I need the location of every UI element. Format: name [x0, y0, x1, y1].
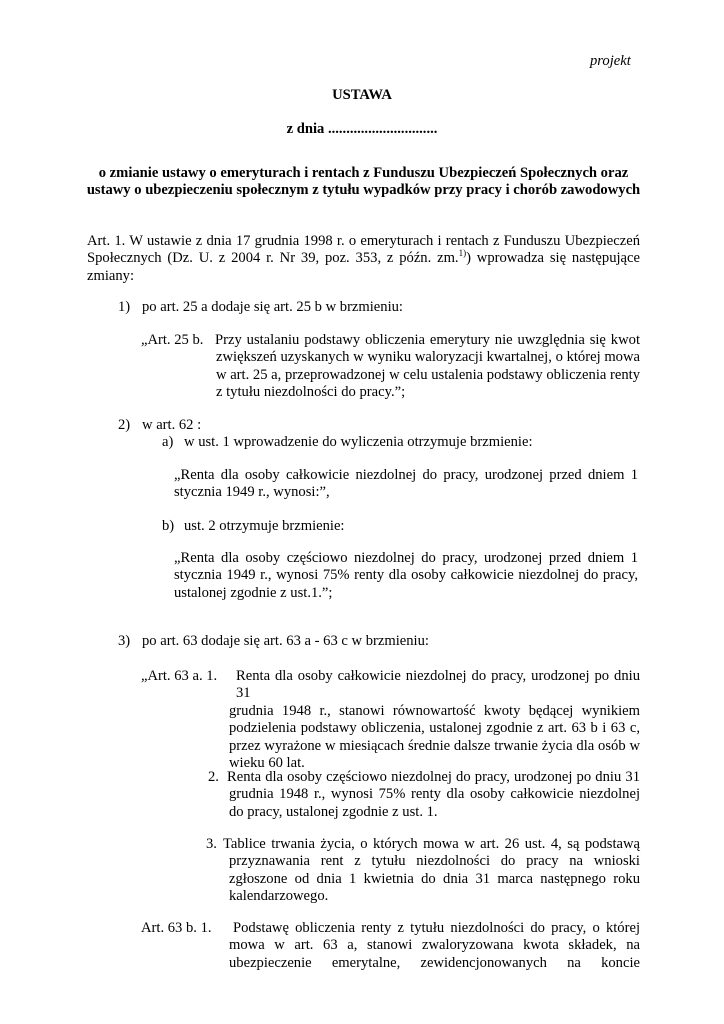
art63a-ust1-first-line: [141, 668, 640, 703]
item1: [118, 299, 640, 316]
item2b-text: ust. 2 otrzymuje brzmienie:: [184, 518, 345, 534]
item2a-label: a): [162, 434, 174, 450]
projekt-label: projekt: [590, 53, 631, 69]
item2-number: 2): [118, 417, 131, 433]
art63a-ust3: [206, 836, 640, 906]
item2b: [162, 518, 640, 535]
art63b-ust1: [141, 920, 640, 972]
art63a-ust3-first: Tablice trwania życia, o których mowa w art. 26 ust. 4, są podstawą: [223, 836, 640, 852]
art63b-ust1-first: Podstawę obliczenia renty z tytułu niezdolności do pracy, o której: [233, 920, 640, 936]
item2b-label: b): [162, 518, 175, 534]
art63a-ust1-first: Renta dla osoby całkowicie niezdolnej do pracy, urodzonej po dniu 31: [236, 668, 640, 702]
item3-number: 3): [118, 633, 131, 649]
art25b-first-line: [141, 332, 640, 349]
art63a-ust3-label: 3.: [206, 836, 217, 852]
item3: [118, 633, 640, 650]
art1-footnote: 1): [458, 248, 467, 259]
item1-number: 1): [118, 299, 131, 315]
document-title: USTAWA: [332, 87, 392, 103]
art63b-ust1-rest: mowa w art. 63 a, stanowi zwaloryzowana kwota składek, na ubezpieczenie emerytalne, zewidencjonowanych na koncie: [229, 937, 640, 971]
item2-text: w art. 62 :: [142, 417, 202, 433]
item2a-text: w ust. 1 wprowadzenie do wyliczenia otrzymuje brzmienie:: [184, 434, 533, 450]
art63a-ust3-rest: przyznawania rent z tytułu niezdolności do pracy na wnioski zgłoszone od dnia 1 kwietnia do dnia 31 marca następnego roku kalendarzowego.: [229, 853, 640, 905]
item2: [118, 417, 640, 434]
art1-text-after: ) wprowadza się następujące zmiany:: [87, 250, 640, 284]
art63a-ust1: [141, 668, 640, 772]
item2b-quote: „Renta dla osoby częściowo niezdolnej do pracy, urodzonej przed dniem 1 stycznia 1949 r., wynosi 75% renty dla osoby całkowicie niezdolnej do pracy, ustalonej zgodnie z ust.1.”;: [174, 550, 638, 601]
art63b-ust1-label: Art. 63 b. 1.: [141, 920, 212, 936]
art63a-ust3-first-line: [206, 836, 640, 853]
art63b-ust1-first-line: [141, 920, 640, 937]
item1-text: po art. 25 a dodaje się art. 25 b w brzmieniu:: [142, 299, 403, 315]
art63a-ust1-rest: grudnia 1948 r., stanowi równowartość kwoty będącej wynikiem podzielenia podstawy obliczenia, ustalonej zgodnie z art. 63 b i 63 c, przez wyrażone w miesiącach średnie dalsze trwanie życia dla osób w wieku 60 lat.: [229, 702, 640, 772]
art63a-ust1-label: „Art. 63 a. 1.: [141, 668, 218, 684]
art63a-ust2-first: Renta dla osoby częściowo niezdolnej do pracy, urodzonej po dniu 31: [227, 769, 640, 785]
item2a: [162, 434, 640, 451]
document-subject: o zmianie ustawy o emeryturach i rentach z Funduszu Ubezpieczeń Społecznych oraz ustawy o ubezpieczeniu społecznym z tytułu wypadków przy pracy i chorób zawodowych: [86, 165, 641, 199]
art1-paragraph: [87, 233, 640, 285]
art63a-ust2-rest: grudnia 1948 r., wynosi 75% renty dla osoby całkowicie niezdolnej do pracy, ustalonej zgodnie z ust. 1.: [229, 786, 640, 820]
art25b-first: Przy ustalaniu podstawy obliczenia emerytury nie uwzględnia się kwot: [215, 332, 640, 348]
art63a-ust2-label: 2.: [208, 769, 219, 785]
item2a-quote: „Renta dla osoby całkowicie niezdolnej do pracy, urodzonej przed dniem 1 stycznia 1949 r., wynosi:”,: [174, 467, 638, 501]
art25b-label: „Art. 25 b.: [141, 332, 204, 348]
art25b-rest: zwiększeń uzyskanych w wyniku waloryzacji kwartalnej, o której mowa w art. 25 a, przeprowadzonej w celu ustalenia podstawy obliczenia renty z tytułu niezdolności do pracy.”;: [216, 349, 640, 401]
art63a-ust2: [208, 769, 640, 821]
item3-text: po art. 63 dodaje się art. 63 a - 63 c w brzmieniu:: [142, 633, 429, 649]
art25b-block: [141, 332, 640, 402]
art63a-ust2-first-line: [208, 769, 640, 786]
art1-text-before: Art. 1. W ustawie z dnia 17 grudnia 1998 r. o emeryturach i rentach z Funduszu Ubezpieczeń Społecznych (Dz. U. z 2004 r. Nr 39, poz. 353, z późn. zm.: [87, 233, 640, 267]
document-date: z dnia ..............................: [286, 121, 438, 137]
